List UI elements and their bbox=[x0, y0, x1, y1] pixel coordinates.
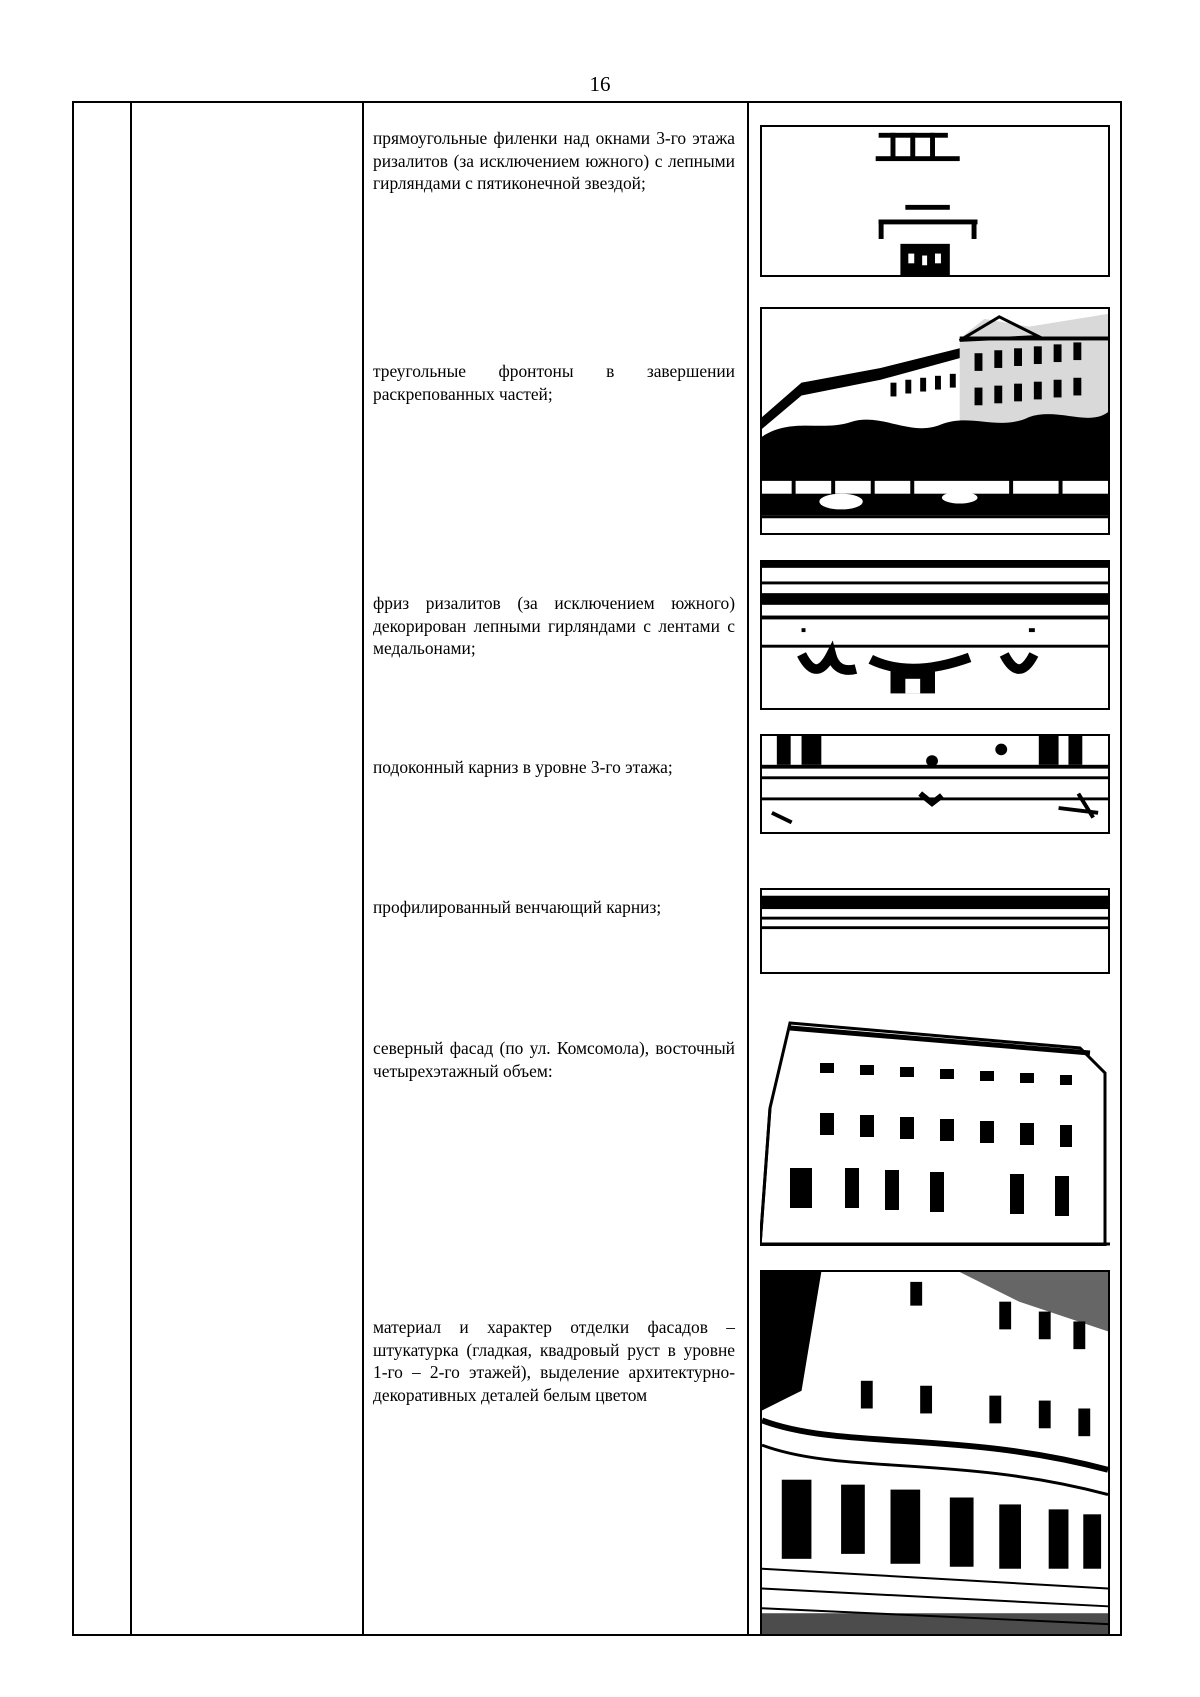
entry-text-2: треугольные фронтоны в завершении раскрепованных частей; bbox=[373, 361, 735, 404]
column-divider-1 bbox=[130, 103, 132, 1634]
north-facade-photo bbox=[760, 1018, 1110, 1246]
column-divider-2 bbox=[362, 103, 364, 1634]
entry-text-6: северный фасад (по ул. Комсомола), восточный четырехэтажный объем: bbox=[373, 1038, 735, 1081]
entry-text-3: фриз ризалитов (за исключением южного) декорирован лепными гирляндами с лентами с медальонами; bbox=[373, 593, 735, 658]
frieze-garlands-photo bbox=[760, 560, 1110, 710]
facade-finish-photo bbox=[760, 1270, 1110, 1636]
crowning-cornice-photo bbox=[760, 888, 1110, 974]
entry-text-1: прямоугольные филенки над окнами 3-го этажа ризалитов (за исключением южного) с лепными гирляндами с пятиконечной звездой; bbox=[373, 128, 735, 193]
window-panel-detail-photo bbox=[760, 125, 1110, 277]
column-divider-3 bbox=[747, 103, 749, 1634]
page-number: 16 bbox=[589, 72, 611, 96]
entry-text-5: профилированный венчающий карниз; bbox=[373, 897, 662, 917]
entry-text-4: подоконный карниз в уровне 3-го этажа; bbox=[373, 757, 673, 777]
facade-pediments-photo bbox=[760, 307, 1110, 535]
entry-text-7: материал и характер отделки фасадов – штукатурка (гладкая, квадровый руст в уровне 1-го – 2-го этажей), выделение архитектурно-декоративных деталей белым цветом bbox=[373, 1317, 735, 1405]
window-sill-cornice-photo bbox=[760, 734, 1110, 834]
